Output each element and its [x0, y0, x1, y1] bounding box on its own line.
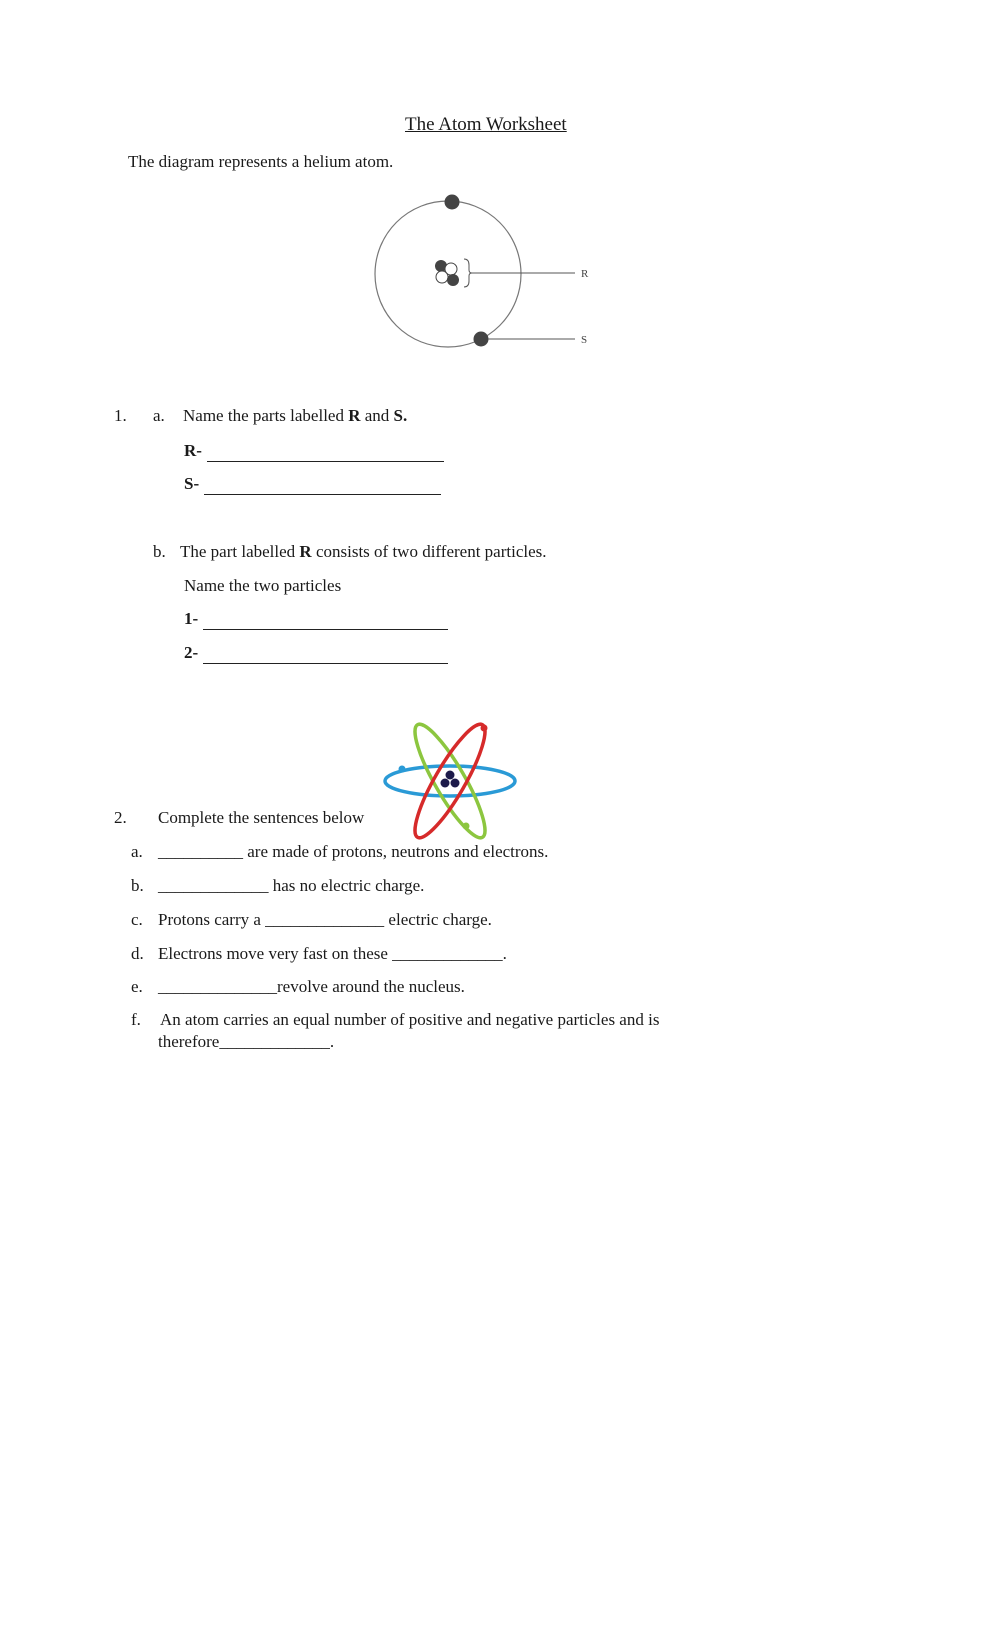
q2a-blank[interactable]: __________: [158, 842, 243, 861]
q1a-text-before: Name the parts labelled: [183, 406, 349, 425]
particle1-blank[interactable]: [203, 613, 448, 630]
q2c-before: Protons carry a: [158, 910, 266, 929]
particle2-blank[interactable]: [203, 647, 448, 664]
particle2-label: 2-: [184, 643, 199, 662]
q1b-prompt: [180, 542, 547, 562]
electron-top: [445, 195, 460, 210]
q2-heading: Complete the sentences below: [158, 808, 365, 827]
q2e-sentence: [158, 977, 465, 997]
nucleus: [435, 260, 459, 286]
q1-number: 1.: [114, 406, 127, 425]
q1b-answer-1: [184, 609, 198, 629]
q2b-after: has no electric charge.: [268, 876, 425, 895]
q2b-blank[interactable]: _____________: [158, 876, 269, 895]
atom-icon: [380, 716, 520, 846]
atom-nucleus: [441, 771, 460, 788]
q2f-before: therefore: [158, 1032, 220, 1051]
r-answer-label: R-: [184, 441, 202, 460]
intro-text: The diagram represents a helium atom.: [128, 152, 394, 171]
q2a-sentence: [158, 842, 548, 862]
page-title: The Atom Worksheet: [405, 114, 567, 135]
q1a-bold-r: R: [348, 406, 361, 425]
q2d-blank[interactable]: _____________: [392, 944, 503, 963]
electron-bottom: [474, 332, 489, 347]
q2c-sentence: [158, 910, 492, 930]
label-r: R: [581, 268, 589, 280]
orbit-red: [405, 717, 496, 845]
q1b-subprompt: Name the two particles: [184, 576, 342, 595]
q2b-sentence: [158, 876, 424, 896]
q2f-line2: [158, 1032, 334, 1052]
q1a-letter: a.: [153, 406, 165, 425]
q2d-before: Electrons move very fast on these: [158, 944, 393, 963]
nucleus-bracket: [464, 259, 472, 287]
q2c-blank[interactable]: ______________: [265, 910, 385, 929]
q2-number: 2.: [114, 808, 127, 827]
q2f-line1: An atom carries an equal number of positive and negative particles and is: [160, 1010, 660, 1029]
q2d-letter: d.: [131, 944, 144, 963]
q2e-blank[interactable]: ______________: [158, 977, 277, 996]
q1a-prompt: [183, 406, 407, 426]
q2f-after: .: [329, 1032, 335, 1051]
q1b-letter: b.: [153, 542, 166, 561]
electron-blue: [399, 766, 406, 773]
q1b-text-before: The part labelled: [180, 542, 300, 561]
helium-atom-diagram: [360, 185, 600, 360]
q1a-answer-s: [184, 474, 199, 494]
q2d-sentence: [158, 944, 507, 964]
q2c-after: electric charge.: [384, 910, 492, 929]
s-answer-label: S-: [184, 474, 200, 493]
r-answer-blank[interactable]: [207, 445, 444, 462]
q2a-after: are made of protons, neutrons and electrons.: [243, 842, 549, 861]
q2f-letter: f.: [131, 1010, 141, 1029]
orbit-green: [405, 717, 496, 845]
q2c-letter: c.: [131, 910, 143, 929]
q1a-answer-r: [184, 441, 202, 461]
q2e-letter: e.: [131, 977, 143, 996]
q1a-bold-s: S.: [393, 406, 408, 425]
s-answer-blank[interactable]: [204, 478, 441, 495]
q2e-after: revolve around the nucleus.: [277, 977, 465, 996]
q1b-bold-r: R: [299, 542, 312, 561]
q1b-text-after: consists of two different particles.: [311, 542, 547, 561]
particle1-label: 1-: [184, 609, 199, 628]
label-s: S: [581, 334, 588, 346]
q2f-blank[interactable]: _____________: [219, 1032, 330, 1051]
q1a-text-middle: and: [360, 406, 394, 425]
q1b-answer-2: [184, 643, 198, 663]
electron-green: [463, 823, 470, 830]
q2d-after: .: [502, 944, 507, 963]
electron-red: [481, 725, 488, 732]
q2b-letter: b.: [131, 876, 144, 895]
q2a-letter: a.: [131, 842, 143, 861]
